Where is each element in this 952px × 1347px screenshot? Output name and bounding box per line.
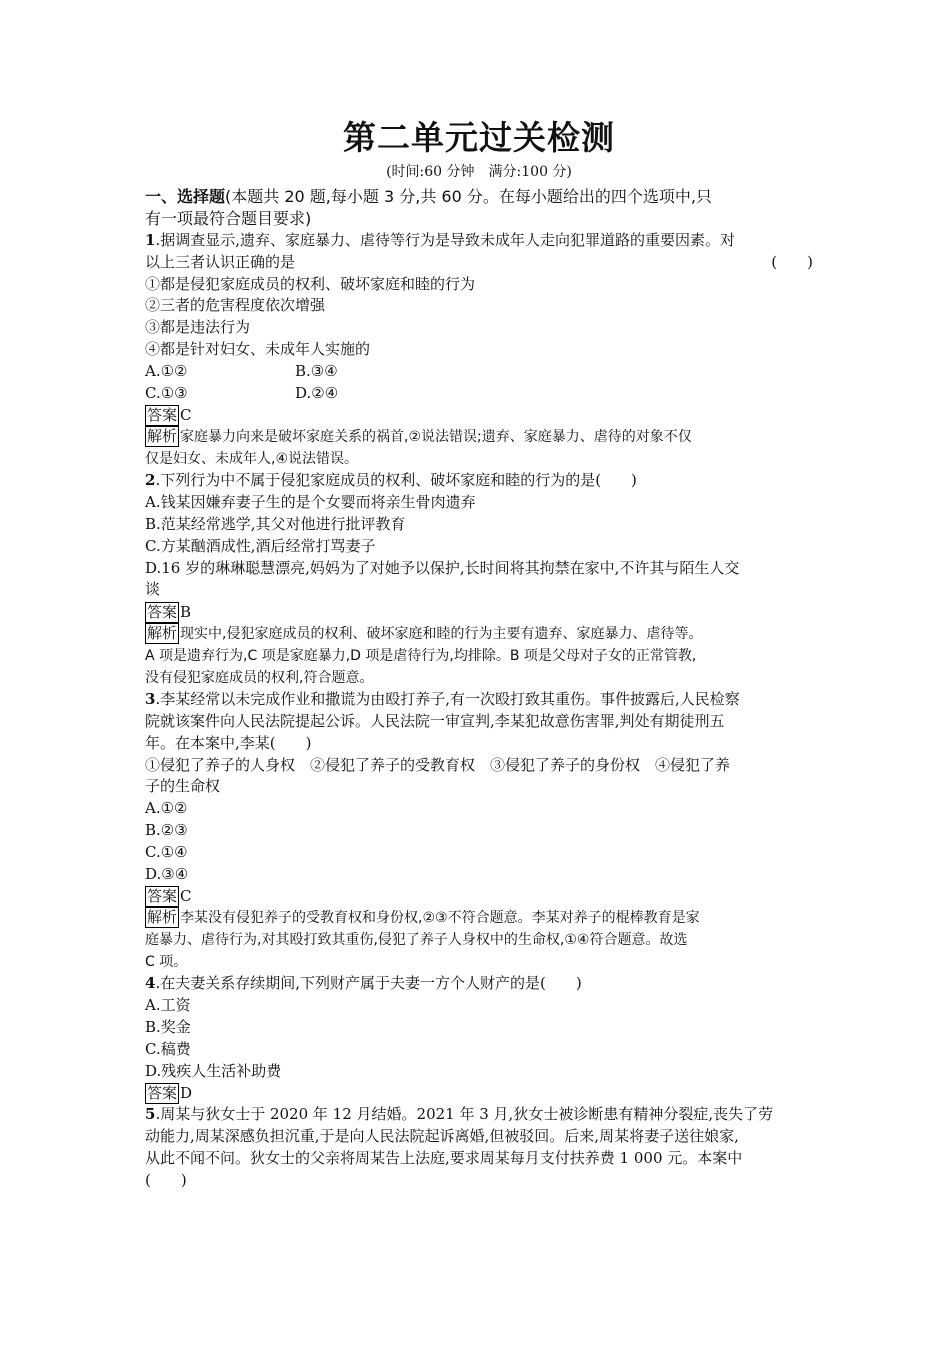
analysis-text: 仅是妇女、未成年人,④说法错误。 <box>145 451 359 468</box>
option-c: C.①④ <box>145 842 188 861</box>
question-2 <box>145 470 813 689</box>
answer-tag: 答案 <box>147 406 178 425</box>
option-d-cont: 谈 <box>145 580 161 599</box>
list-item: 子的生命权 <box>145 777 221 796</box>
list-item: ②三者的危害程度依次增强 <box>145 296 326 315</box>
question-stem: .据调查显示,遗弃、家庭暴力、虐待等行为是导致未成年人走向犯罪道路的重要因素。对 <box>155 231 735 249</box>
page-subtitle: (时间:60 分钟 满分:100 分) <box>386 164 572 180</box>
analysis-tag: 解析 <box>147 624 178 643</box>
option-b: B.③④ <box>295 361 338 380</box>
answer-tag: 答案 <box>147 1084 178 1103</box>
question-stem: 年。在本案中,李某( ) <box>145 733 312 752</box>
answer-value: C <box>180 887 192 906</box>
question-4 <box>145 973 813 1104</box>
list-item: ①都是侵犯家庭成员的权利、破坏家庭和睦的行为 <box>145 274 476 293</box>
question-stem: .李某经常以未完成作业和撒谎为由殴打养子,有一次殴打致其重伤。事件披露后,人民检察 <box>155 690 740 709</box>
question-stem: 动能力,周某深感负担沉重,于是向人民法院起诉离婚,但被驳回。后来,周某将妻子送往娘家, <box>145 1127 739 1146</box>
option-c: C.稿费 <box>145 1039 191 1058</box>
analysis-text: 没有侵犯家庭成员的权利,符合题意。 <box>145 670 374 687</box>
option-d: D.残疾人生活补助费 <box>145 1061 282 1080</box>
list-item: ①侵犯了养子的人身权 ②侵犯了养子的受教育权 ③侵犯了养子的身份权 ④侵犯了养 <box>145 755 731 774</box>
question-3 <box>145 689 813 973</box>
answer-value: B <box>180 603 192 622</box>
section-instructions-2: 有一项最符合题目要求) <box>145 209 312 228</box>
answer-tag: 答案 <box>147 603 178 622</box>
analysis-text: 庭暴力、虐待行为,对其殴打致其重伤,侵犯了养子人身权中的生命权,①④符合题意。故选 <box>145 932 688 949</box>
analysis-text: 家庭暴力向来是破坏家庭关系的祸首,②说法错误;遗弃、家庭暴力、虐待的对象不仅 <box>180 429 692 446</box>
list-item: ④都是针对妇女、未成年人实施的 <box>145 339 371 358</box>
analysis-text: A 项是遗弃行为,C 项是家庭暴力,D 项是虐待行为,均排除。B 项是父母对子女的正常管教, <box>145 648 697 665</box>
option-a: A.①② <box>145 799 188 818</box>
section-heading <box>145 186 813 208</box>
list-item: ③都是违法行为 <box>145 318 251 337</box>
answer-paren: ( ) <box>771 252 813 271</box>
option-c: C.①③ <box>145 383 188 402</box>
option-b: B.奖金 <box>145 1017 191 1036</box>
option-d: D.③④ <box>145 864 189 883</box>
exam-page <box>145 118 813 1192</box>
analysis-tag: 解析 <box>147 908 178 927</box>
option-b: B.②③ <box>145 820 188 839</box>
option-c: C.方某酗酒成性,酒后经常打骂妻子 <box>145 536 376 555</box>
question-number: 3 <box>145 690 156 709</box>
question-number: 1 <box>145 231 156 249</box>
analysis-text: 现实中,侵犯家庭成员的权利、破坏家庭和睦的行为主要有遗弃、家庭暴力、虐待等。 <box>180 626 703 643</box>
option-d: D.16 岁的琳琳聪慧漂亮,妈妈为了对她予以保护,长时间将其拘禁在家中,不许其与陌生人交 <box>145 558 740 577</box>
analysis-text: 李某没有侵犯养子的受教育权和身份权,②③不符合题意。李某对养子的棍棒教育是家 <box>180 910 700 927</box>
analysis-text: C 项。 <box>145 954 188 971</box>
section-title: 一、选择题 <box>145 187 226 206</box>
option-b: B.范某经常逃学,其父对他进行批评教育 <box>145 514 406 533</box>
question-5 <box>145 1104 813 1191</box>
question-stem: 以上三者认识正确的是 <box>145 252 296 271</box>
answer-paren: ( ) <box>145 1170 187 1189</box>
question-stem: 院就该案件向人民法院提起公诉。人民法院一审宣判,李某犯故意伤害罪,判处有期徒刑五 <box>145 711 725 730</box>
question-number: 4 <box>145 974 156 993</box>
question-1 <box>145 230 813 470</box>
question-stem: .周某与狄女士于 2020 年 12 月结婚。2021 年 3 月,狄女士被诊断患有精神分裂症,丧失了劳 <box>155 1105 774 1124</box>
option-a: A.钱某因嫌弃妻子生的是个女婴而将亲生骨肉遗弃 <box>145 493 476 512</box>
option-a: A.①② <box>145 361 188 380</box>
question-stem: 从此不闻不问。狄女士的父亲将周某告上法庭,要求周某每月支付扶养费 1 000 元。本案中 <box>145 1148 743 1167</box>
page-title: 第二单元过关检测 <box>343 118 615 157</box>
section-instructions-1: (本题共 20 题,每小题 3 分,共 60 分。在每小题给出的四个选项中,只 <box>225 187 712 206</box>
answer-value: C <box>180 406 192 425</box>
option-a: A.工资 <box>145 996 191 1015</box>
question-number: 2 <box>145 471 156 490</box>
answer-value: D <box>180 1084 193 1103</box>
question-stem: .在夫妻关系存续期间,下列财产属于夫妻一方个人财产的是( ) <box>155 974 582 993</box>
question-stem: .下列行为中不属于侵犯家庭成员的权利、破坏家庭和睦的行为的是( ) <box>155 471 637 490</box>
analysis-tag: 解析 <box>147 427 178 446</box>
answer-tag: 答案 <box>147 887 178 906</box>
question-number: 5 <box>145 1105 156 1124</box>
option-d: D.②④ <box>295 383 339 402</box>
